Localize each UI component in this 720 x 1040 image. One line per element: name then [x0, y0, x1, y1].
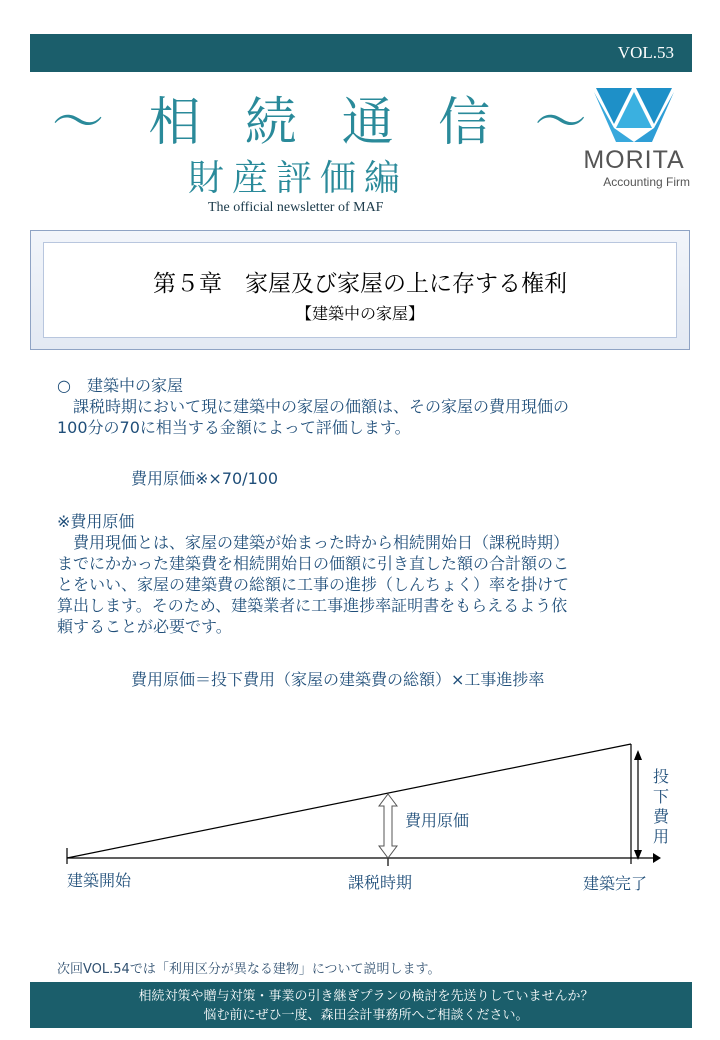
chapter-title: 第５章 家屋及び家屋の上に存する権利 — [153, 271, 567, 297]
label-start: 建築開始 — [67, 871, 132, 890]
paragraph-line: とをいい、家屋の建築費の総額に工事の進捗（しんちょく）率を掛けて — [57, 575, 570, 594]
section-heading: ○ 建築中の家屋 — [57, 376, 183, 395]
cost-formula: 費用原価＝投下費用（家屋の建築費の総額）×工事進捗率 — [131, 670, 545, 689]
paragraph-line: 算出します。そのため、建築業者に工事進捗率証明書をもらえるよう依 — [57, 596, 568, 615]
volume-number: VOL.53 — [617, 43, 674, 62]
logo-subtitle: Accounting Firm — [603, 175, 690, 189]
newsletter-subtitle: 財産評価編 — [188, 158, 409, 199]
paragraph-line: 課税時期において現に建築中の家屋の価額は、その家屋の費用現価の — [73, 397, 570, 416]
total-label-4: 用 — [653, 827, 670, 846]
chapter-box-inner — [43, 242, 677, 338]
total-label-2: 下 — [653, 787, 670, 806]
cost-slope — [67, 744, 631, 858]
footer-bar — [30, 982, 692, 1028]
valuation-formula: 費用原価※×70/100 — [131, 469, 279, 488]
paragraph-line: 100分の70に相当する金額によって評価します。 — [57, 418, 411, 437]
total-label-1: 投 — [653, 767, 670, 786]
chapter-subtitle: 【建築中の家屋】 — [295, 304, 424, 323]
total-label-3: 費 — [653, 807, 670, 826]
cost-double-arrow — [379, 794, 397, 858]
paragraph-line: 頼することが必要です。 — [57, 617, 232, 636]
cost-label: 費用原価 — [405, 811, 470, 830]
cost-diagram — [55, 740, 675, 900]
axis-arrow — [653, 853, 661, 863]
label-end: 建築完了 — [583, 874, 648, 893]
chapter-box — [30, 230, 690, 350]
section-cost — [57, 511, 569, 637]
paragraph-line: 費用現価とは、家屋の建築が始まった時から相続開始日（課税時期） — [73, 533, 570, 552]
total-arrow-head-up — [634, 750, 642, 760]
label-tax-time: 課税時期 — [348, 873, 413, 892]
footer-line-1: 相続対策や贈与対策・事業の引き継ぎプランの検討を先送りしていませんか？ — [138, 989, 594, 1004]
paragraph-line: までにかかった建築費を相続開始日の価額に引き直した額の合計額のこ — [57, 554, 570, 573]
header-bar — [30, 34, 692, 72]
logo-name: MORITA — [583, 146, 685, 174]
section-heading: ※費用原価 — [57, 512, 135, 531]
newsletter-tagline: The official newsletter of MAF — [208, 200, 384, 215]
newsletter-title: ～ 相 続 通 信 ～ — [52, 93, 601, 153]
next-issue-note: 次回VOL.54では「利用区分が異なる建物」について説明します。 — [57, 962, 441, 977]
footer-line-2: 悩む前にぜひ一度、森田会計事務所へご相談ください。 — [203, 1008, 529, 1023]
section-construction — [57, 375, 569, 438]
